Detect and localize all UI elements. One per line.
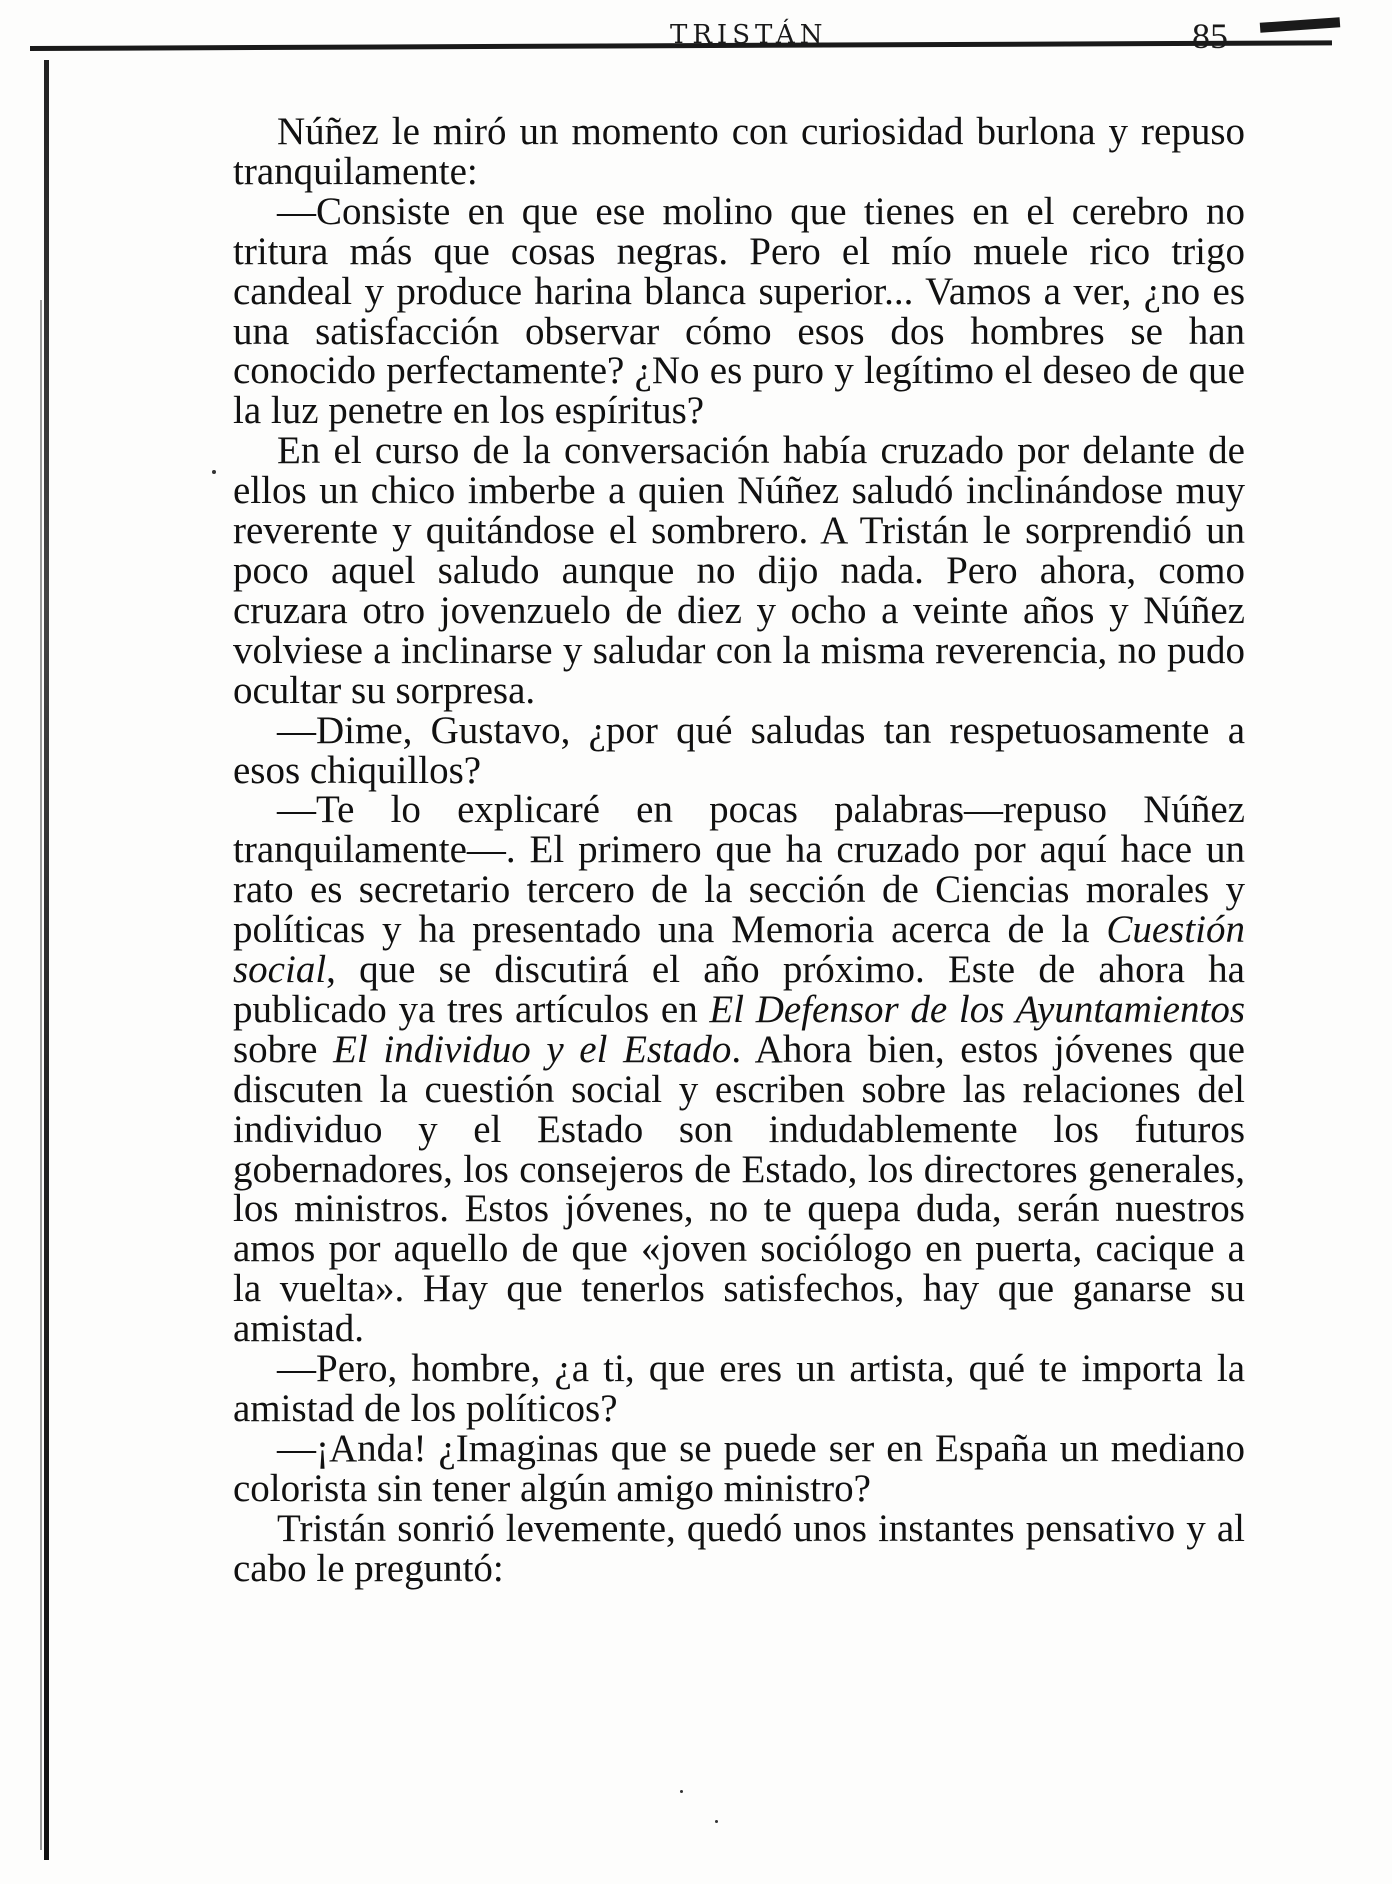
paragraph [233, 189, 1245, 433]
print-speck [212, 470, 216, 474]
paragraph [233, 1426, 1245, 1510]
italic-title: Cuestión social [233, 908, 1245, 992]
running-head: TRISTÁN [670, 20, 828, 50]
text-run: Tristán sonrió levemente, quedó unos instantes pensativo y al cabo le preguntó: [233, 1506, 1245, 1590]
paragraph [233, 708, 1245, 792]
italic-title: El Defensor de los Ayuntamientos [709, 987, 1246, 1031]
header-rule-end [1260, 17, 1341, 33]
body-text [233, 112, 1245, 1589]
text-run: Núñez le miró un momento con curiosidad burlona y repuso tranquilamente: [233, 110, 1245, 193]
page-binding-edge [44, 60, 49, 1860]
text-run: —Pero, hombre, ¿a ti, que eres un artista, qué te importa la amistad de los políticos? [233, 1347, 1245, 1430]
text-run: —¡Anda! ¿Imaginas que se puede ser en España un mediano colorista sin tener algún amigo ministro? [233, 1426, 1245, 1510]
text-run: En el curso de la conversación había cruzado por delante de ellos un chico imberbe a quien Núñez saludó inclinándose muy reverente y quitándose el sombrero. A Tristán le sorprendió un poco aquel saludo aunque no dijo nada. Pero ahora, como cruzara otro jovenzuelo de diez y ocho a veinte años y Núñez volviese a inclinarse y saludar con la misma reverencia, no pudo ocultar su sorpresa. [233, 429, 1245, 712]
print-speck [715, 1820, 718, 1823]
paragraph [233, 1506, 1245, 1590]
print-speck [680, 1790, 683, 1793]
italic-title: El individuo y el Estado [333, 1027, 732, 1071]
paragraph [233, 1349, 1245, 1429]
paragraph [233, 790, 1245, 1349]
text-run: . Ahora bien, estos jóvenes que discuten la cuestión social y escriben sobre las relaciones del individuo y el Estado son indudablemente los futuros gobernadores, los consejeros de Estado, los directores generales, los ministros. Estos jóvenes, no te quepa duda, serán nuestros amos por aquello de que «joven sociólogo en puerta, cacique a la vuelta». Hay que tenerlos satisfechos, hay que ganarse su amistad. [233, 1027, 1245, 1351]
page-number: 85 [1192, 16, 1228, 56]
text-run: —Te lo explicaré en pocas palabras—repuso Núñez tranquilamente—. El primero que ha cruzado por aquí hace un rato es secretario tercero de la sección de Ciencias morales y políticas y ha presentado una Memoria acerca de la [233, 788, 1245, 952]
text-run: , que se discutirá el año próximo. Este de ahora ha publicado ya tres artículos en [233, 948, 1245, 1031]
text-run: —Consiste en que ese molino que tienes en el cerebro no tritura más que cosas negras. Pero el mío muele rico trigo candeal y produce harina blanca superior... Vamos a ver, ¿no es una satisfacción observar cómo esos dos hombres se han conocido perfectamente? ¿No es puro y legítimo el deseo de que la luz penetre en los espíritus? [233, 189, 1245, 433]
text-run: —Dime, Gustavo, ¿por qué saludas tan respetuosamente a esos chiquillos? [233, 708, 1245, 792]
paragraph [233, 431, 1245, 710]
text-run: sobre [233, 1027, 334, 1071]
paragraph [233, 112, 1245, 192]
page-binding-shadow [40, 300, 42, 1850]
